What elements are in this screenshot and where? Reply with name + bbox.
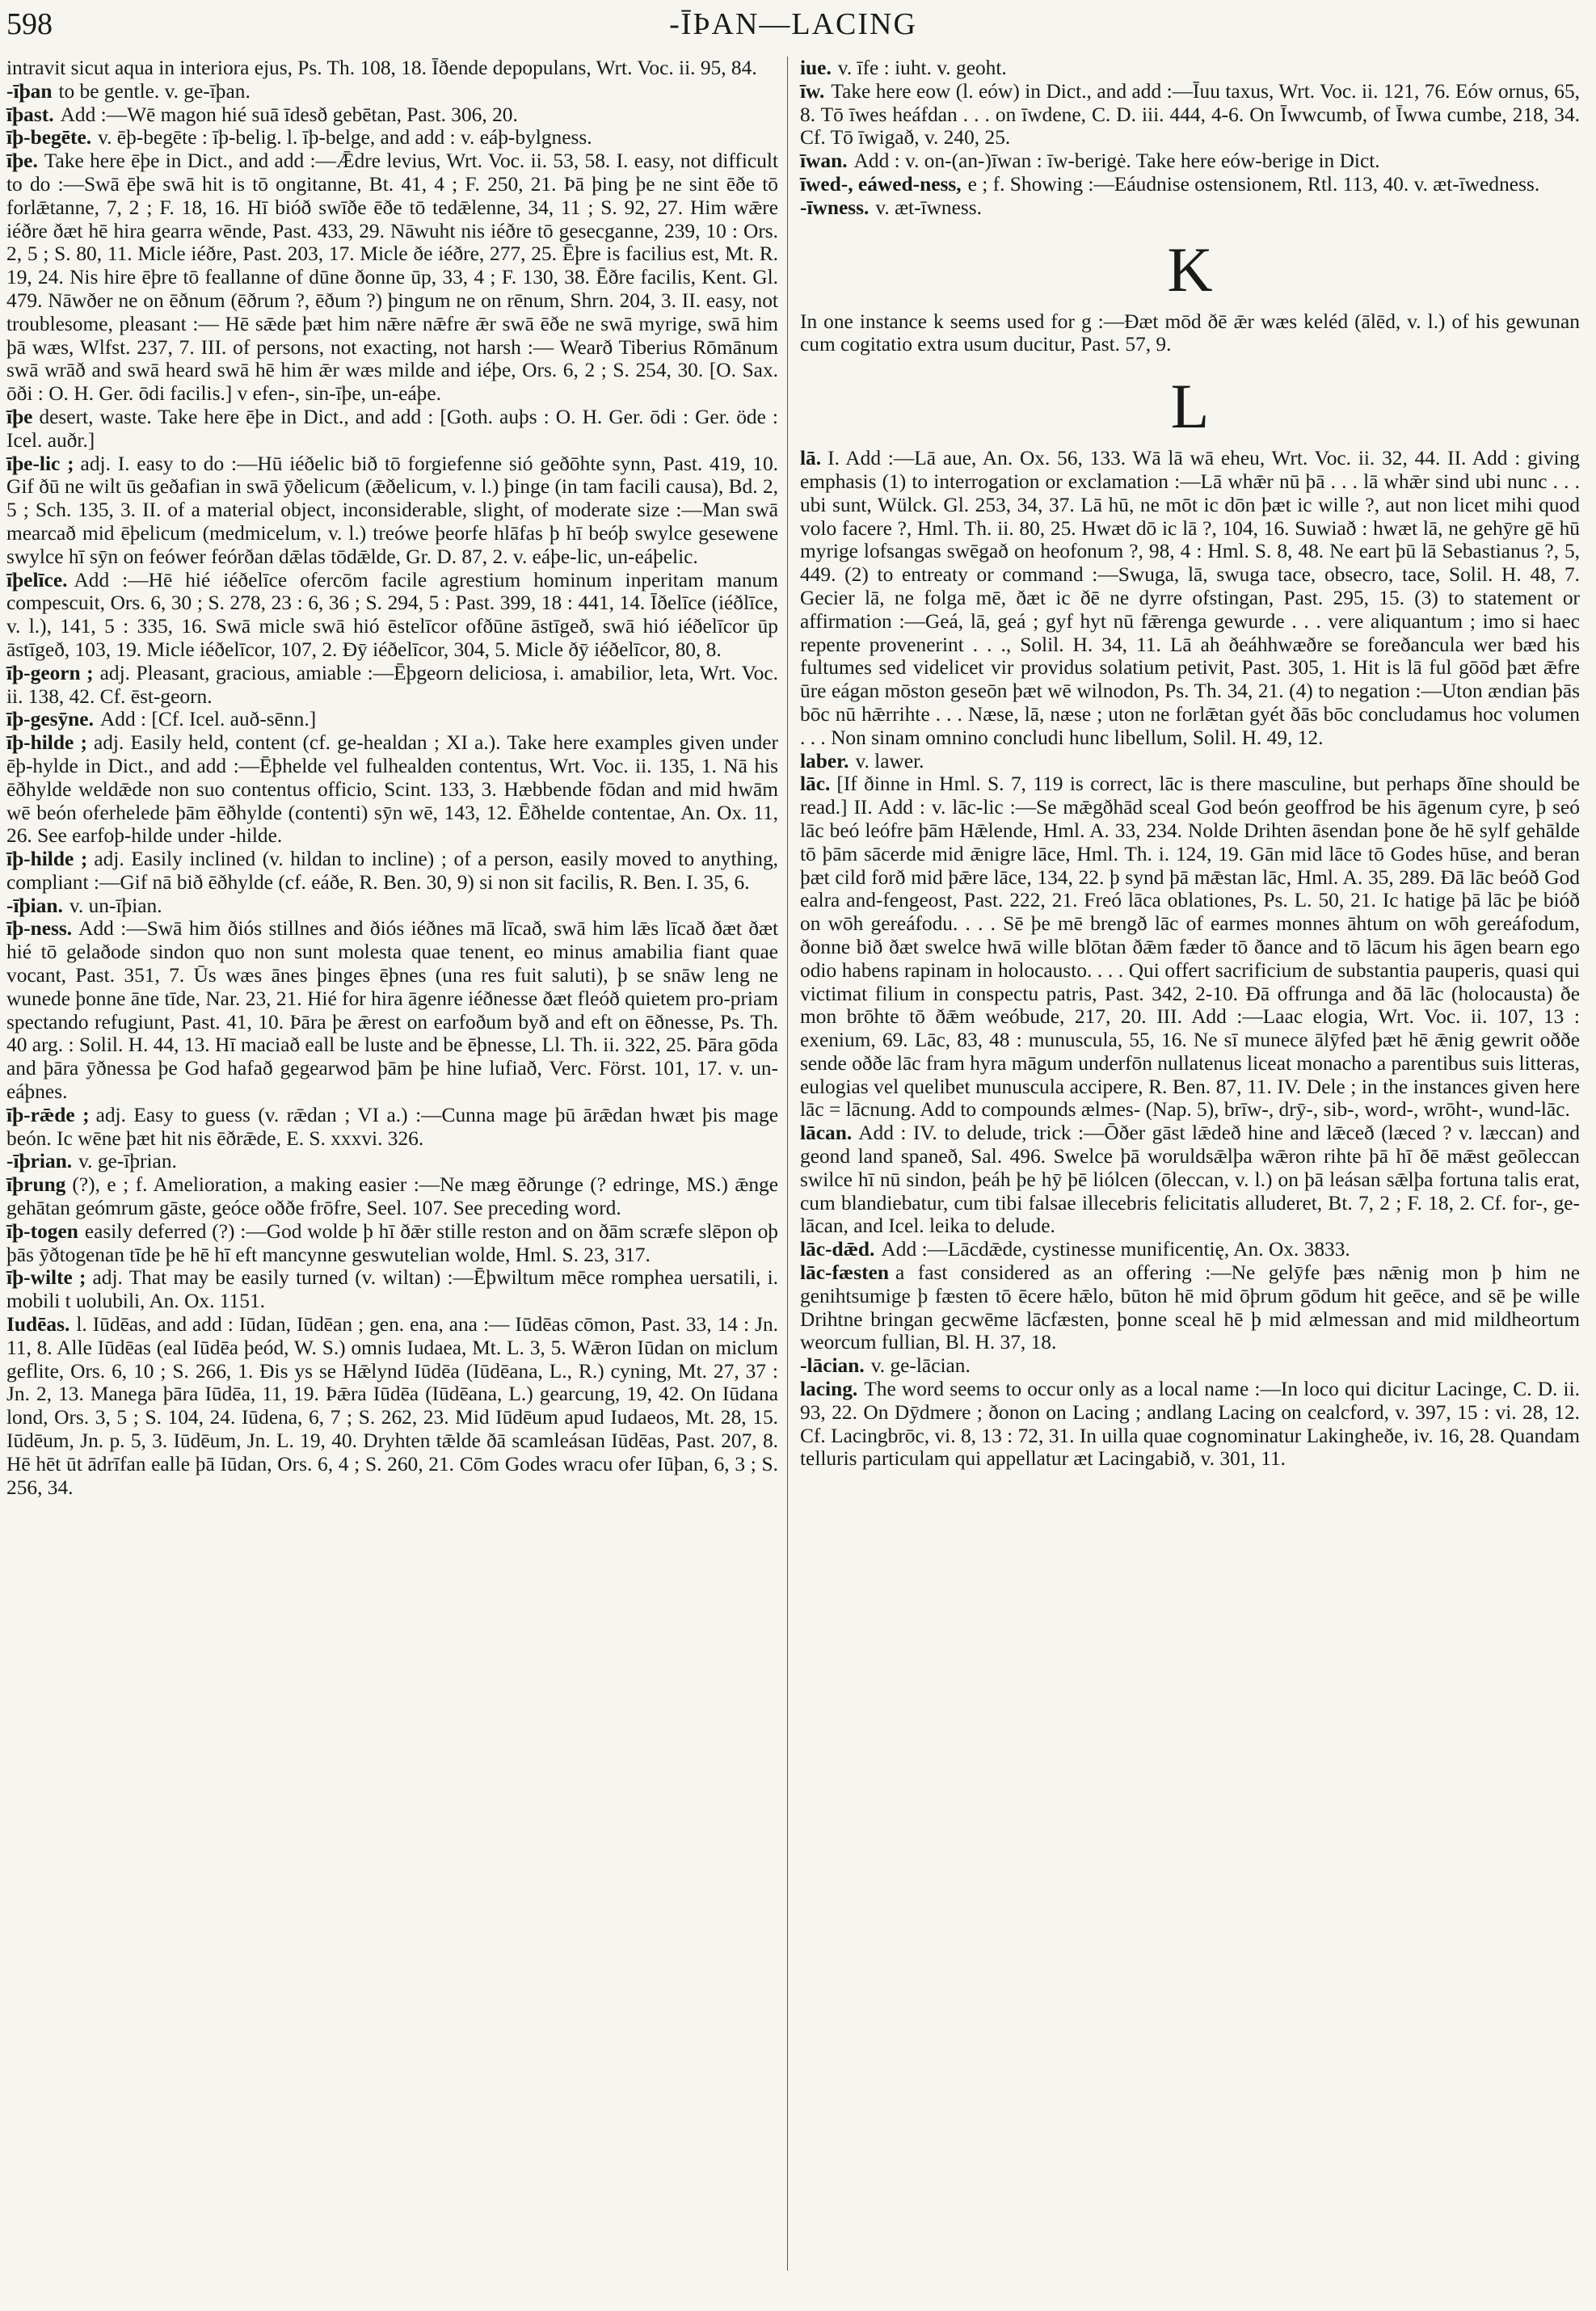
entry-headword: īwan. [800, 149, 848, 173]
entry-headword: -īwness. [800, 196, 870, 219]
dictionary-entry [800, 447, 1580, 749]
entry-headword: īþe [6, 405, 33, 428]
entry-headword: īþ-begēte. [6, 126, 92, 149]
entry-definition: In one instance k seems used for g :—Ðæt mōd ðē ǣr wæs keléd (ālēd, v. l.) of his gewunan cum cogitatio extra usum ducitur, Past. 57, 9. [800, 309, 1580, 356]
dictionary-entry [6, 1173, 778, 1220]
entry-headword: lāc-dǣd. [800, 1238, 875, 1261]
entry-definition: v. īfe : iuht. v. geoht. [837, 57, 1007, 79]
letter-section-heading: K [1167, 234, 1213, 305]
entry-definition: a fast considered as an offering :—Ne gelȳfe þæs nǣnig mon þ him ne genihtsumige þ fæsten tō ēcere hǣlo, būton hē mid ōþrum gōdum hit geēce, and sē þe wille Drihtne bringan gecwēme lācfæsten, þonne sceal hē þ mid ælmessan and mid mildheortum weorcum fullian, Bl. H. 37, 18. [800, 1261, 1580, 1354]
entry-headword: īþe. [6, 149, 38, 173]
entry-headword: īþ-georn ; [6, 661, 94, 684]
entry-definition: desert, waste. Take here ēþe in Dict., and add : [Goth. auþs : O. H. Ger. ōdi : Ger. öde : Icel. auðr.] [6, 405, 778, 452]
dictionary-entry [6, 80, 778, 103]
dictionary-entry [6, 1313, 778, 1499]
entry-headword: lā. [800, 447, 822, 470]
entry-definition: intravit sicut aqua in interiora ejus, Ps. Th. 108, 18. Īðende depopulans, Wrt. Voc. ii. 95, 84. [6, 57, 757, 79]
dictionary-entry [6, 1104, 778, 1151]
entry-definition: Add :—Swā him ðiós stillnes and ðiós iéðnes mā līcað, swā him lǣs līcað ðæt ðæt hié tō gelaðode sindon quo non sunt molesta quae tenent, eo minus amabilia fiant quae vocant, Past. 351, 7. Ūs wæs ānes þinges ēþnes (una res fuit saluti), þ se snāw leng ne wunede þonne āne tīde, Nar. 23, 21. Hié for hira āgenre iéðnesse ðæt fleóð quietem pro-priam spectando refugiunt, Past. 41, 10. Þāra þe ǣrest on earfoðum byð and eft on ēðnesse, Ps. Th. 40 arg. : Solil. H. 44, 13. Hī maciað eall be luste and be ēþnesse, Ll. Th. ii. 322, 25. Þāra gōda and þāra ȳðnessa þe God hafað gegearwod þām þe hine lufiað, Verc. Först. 101, 17. v. un-eáþnes. [6, 917, 778, 1104]
dictionary-entry [6, 57, 778, 80]
dictionary-entry [6, 126, 778, 149]
entry-headword: īþelīce. [6, 568, 68, 591]
entry-definition: adj. Easily inclined (v. hildan to incline) ; of a person, easily moved to anything, compliant :—Gif nā bið ēðhylde (cf. eáðe, R. Ben. 30, 9) si non sit facilis, R. Ben. I. 35, 6. [6, 848, 778, 894]
entry-headword: -īþian. [6, 894, 63, 917]
entry-headword: īwed-, eáwed-ness, [800, 172, 962, 196]
letter-section-heading: L [1170, 371, 1210, 442]
entry-headword: īw. [800, 79, 825, 103]
entry-headword: Iudēas. [6, 1313, 70, 1337]
dictionary-entry [800, 1238, 1580, 1261]
dictionary-entry [6, 1266, 778, 1313]
dictionary-entry [800, 80, 1580, 149]
dictionary-entry [6, 708, 778, 731]
entry-headword: īþ-hilde ; [6, 848, 88, 871]
dictionary-entry [800, 149, 1580, 173]
entry-definition: adj. Easily held, content (cf. ge-healdan ; XI a.). Take here examples given under ēþ-hylde in Dict., and add :—Ēþhelde vel fulhealden contentus, Wrt. Voc. ii. 135, 1. Nā his ēðhylde weldǣde non suo contentus officio, Scint. 133, 3. Hæbbende fōdan and mid hwām wē beón oferhelede þām ēðhylde (contenti) sȳn wē, 143, 12. Ēðhelde contentae, An. Ox. 11, 26. See earfoþ-hilde under -hilde. [6, 731, 778, 848]
entry-headword: īþ-hilde ; [6, 731, 87, 755]
entry-headword: -lācian. [800, 1354, 865, 1378]
entry-definition: I. Add :—Lā aue, An. Ox. 56, 133. Wā lā wā eheu, Wrt. Voc. ii. 32, 44. II. Add : giving emphasis (1) to interrogation or exclamation :—Lā whǣr nū þā . . . lā whǣr sind ubi nunc . . . ubi sunt, Wülck. Gl. 253, 34, 37. Lā hū, ne mōt ic dōn þæt ic wille ?, aut non licet mihi quod volo facere ?, Hml. Th. ii. 80, 25. Hwæt dō ic lā ?, 104, 16. Suwiað : hwæt lā, ne gehȳre gē hū myrige lofsangas swēgað on heofonum ?, 98, 4 : Hml. S. 8, 48. Ne eart þū lā Sebastianus ?, 5, 449. (2) to entreaty or command :—Swuga, lā, swuga tace, obsecro, tace, Solil. H. 48, 7. Gecier lā, ne folga mē, ðæt ic ðē ne dyrre ofstingan, Past. 295, 15. (3) to statement or affirmation :—Geá, lā, geá ; gyf hyt nū fǣrenga gewurde . . . vere aliquantum ; imo si haec repente provenerint . . ., Solil. H. 34, 11. Lā ah ðeáhhwæðre se foreðancula wer bæd his fultumes sed videlicet vir providus solatium petivit, Past. 305, 1. Hit is lā ful gōōd þæt ǣfre ūre eágan mōston geseōn þæt wē wilnodon, Ps. Th. 34, 21. (4) to negation :—Uton ændian þās bōc nū hǣrrihte . . . Næse, lā, næse ; uton ne forlǣtan gyét ðās bōc concludamus hoc volumen . . . Non sinam omnino concludi hunc libellum, Solil. H. 49, 12. [800, 447, 1580, 749]
entry-definition: to be gentle. v. ge-īþan. [58, 79, 251, 103]
entry-definition: Add : [Cf. Icel. auð-sēnn.] [99, 708, 317, 731]
dictionary-entry [800, 1261, 1580, 1354]
dictionary-entry [800, 310, 1580, 357]
dictionary-entry [800, 57, 1580, 80]
entry-definition: Take here ēþe in Dict., and add :—Ǣdre levius, Wrt. Voc. ii. 53, 58. I. easy, not difficult to do :—Swā ēþe swā hit is tō ongitanne, Bt. 41, 4 ; F. 250, 21. Þā þing þe ne sint ēðe tō forlǣtanne, 7, 2 ; F. 18, 16. Hī bióð swīðe ēðe tō tedǣlenne, 34, 11 ; S. 92, 27. Him wǣre iéðre ðæt hē hira gearra wēnde, Past. 433, 29. Nāwuht nis iéðre tō gesecganne, 239, 10 : Ors. 2, 5 ; S. 80, 11. Micle iéðre, Past. 203, 17. Micle ðe iéðre, 277, 25. Ēþre is facilius est, Mt. R. 19, 24. Nis hire ēþre tō feallanne of dūne ðonne ūp, 33, 4 ; F. 130, 38. Ēðre facilis, Kent. Gl. 479. Nāwðer ne on ēðnum (ēðrum ?, ēðum ?) þingum ne on rēnum, Shrn. 204, 3. II. easy, not troublesome, pleasant :— Hē sǣde þæt him nǣre nǣfre ǣr swā ēðe ne swā myrige, swā him þā wæs, Wlfst. 237, 7. III. of persons, not exacting, not harsh :— Wearð Tiberius Rōmānum swā wrāð and swā heard swā hē him ǣr wæs milde and iéþe, Ors. 6, 2 ; S. 254, 30. [O. Sax. ōði : O. H. Ger. ōdi facilis.] v efen-, sin-īþe, un-eáþe. [6, 149, 778, 406]
page-number: 598 [6, 7, 53, 41]
dictionary-entry [6, 406, 778, 453]
entry-definition: [If ðinne in Hml. S. 7, 119 is correct, lāc is there masculine, but perhaps ðīne should be read.] II. Add : v. lāc-lic :—Se mǣgðhād sceal God beón geoffrod be his āgenum cyre, þ seó lāc beó leófre þām Hǣlende, Hml. A. 33, 234. Nolde Drihten āsendan þone ðe hē sylf gehālde tō þām sācerde mid ǣnigre lāce, Hml. Th. i. 124, 19. Gān mid lāce tō Godes hūse, and beran þæt cild forð mid þǣre lāce, 134, 22. þ synd þā mǣstan lāc, Hml. A. 35, 289. Ðā lāc beóð God ealra and-fengeost, Past. 222, 21. Freó lāca oblationes, Ps. L. 50, 21. Ic hatige þā lāc þe bióð on wōh gereáfodu. . . . Sē þe mē brengð lāc of earmes monnes āhtum on wōh gereáfodum, ðonne bið ðæt swelce hwā wille blōtan ðǣm fæder tō ðance and tō lācum his āgen bearn ego odio habens rapinam in holocausto. . . . Qui offert sacrificium de substantia pauperis, quasi qui victimat filium in conspectu patris, Past. 342, 2-10. Ðā offrunga and ðā lāc (holocausta) ðe mon brōhte tō ðǣm weóbude, 217, 20. III. Add :—Laac elogia, Wrt. Voc. ii. 107, 13 : exenium, 69. Lāc, 83, 48 : munuscula, 55, 16. Ne sī munece ālȳfed þæt hē ǣnig gewrit oððe sende oððe lāc fram hyra māgum underfōn nullatenus liceat monacho a parentibus suis litteras, eulogias vel quelibet munuscula accipere, R. Ben. 87, 11. IV. Dele ; in the instances given here lāc = lācnung. Add to compounds ælmes- (Nap. 5), brīw-, drȳ-, sib-, word-, wrōht-, wund-lāc. [800, 772, 1580, 1122]
dictionary-entry [6, 731, 778, 848]
entry-headword: īþast. [6, 103, 54, 126]
entry-headword: lāc. [800, 772, 831, 796]
running-title: -ĪÞAN—LACING [669, 7, 917, 41]
entry-definition: The word seems to occur only as a local name :—In loco qui dicitur Lacinge, C. D. ii. 93, 22. On Dȳdmere ; ðonon on Lacing ; andlang Lacing on cealcford, v. 397, 15 : vi. 28, 12. Cf. Lacingbrōc, vi. 8, 13 : 72, 31. In uilla quae cognominatur Lakingheðe, iv. 16, 28. Quandam telluris particulam qui appellatur æt Lacingabið, v. 301, 11. [800, 1378, 1580, 1471]
entry-headword: īþ-ness. [6, 917, 73, 941]
dictionary-entry [800, 196, 1580, 220]
entry-definition: v. lawer. [855, 749, 924, 772]
right-column [800, 57, 1580, 1471]
entry-definition: v. ge-īþrian. [78, 1150, 177, 1173]
dictionary-entry [800, 750, 1580, 773]
left-column [6, 57, 778, 1499]
dictionary-entry [800, 1122, 1580, 1238]
entry-definition: Add : IV. to delude, trick :—Ōðer gāst lǣdeð hine and lǣceð (læced ? v. læccan) and geond land spaneð, Sal. 496. Swelce þā woruldsǣlþa wǣron rihte þā hī ðē mǣst geōleccan swilce hī nū sindon, þeáh þe hȳ þē liólcen (ōleccan, v. l.) on þā leásan sǣlþa fortuna talis erat, cum blandiebatur, cum tibi falsae illecebris felicitatis alluderet, Bt. 7, 2 ; F. 18, 2. Cf. for-, ge-lācan, and Icel. leika to delude. [800, 1122, 1580, 1238]
entry-definition: Add : v. on-(an-)īwan : īw-berigė. Take here eów-berige in Dict. [853, 149, 1380, 173]
dictionary-entry [6, 149, 778, 406]
entry-definition: adj. That may be easily turned (v. wiltan) :—Ēþwiltum mēce romphea uersatili, i. mobili t uolubili, An. Ox. 1151. [6, 1266, 778, 1313]
entry-definition: adj. I. easy to do :—Hū iéðelic bið tō forgiefenne sió geðōhte synn, Past. 419, 10. Gif ðū ne wilt ūs geðafian in swā ȳðelicum (ǣðelicum, v. l.) þinge (in tam facili causa), Bd. 2, 5 ; Sch. 135, 3. II. of a material object, inconsiderable, slight, of moderate size :—Man swā mearcað mid ēþelicum (medmicelum, v. l.) treówe þeorfe hlāfas þ hī beóþ swylce gesewene swylce hī sȳn on feówer feórðan dǣlas tōdǣlde, Gr. D. 87, 2. v. eáþe-lic, un-eáþelic. [6, 452, 778, 568]
column-divider [787, 57, 788, 2271]
entry-definition: adj. Pleasant, gracious, amiable :—Ēþgeorn deliciosa, i. amabilior, leta, Wrt. Voc. ii. 138, 42. Cf. ēst-georn. [6, 661, 778, 708]
entry-headword: īþe-lic ; [6, 452, 74, 475]
entry-headword: īþrung [6, 1173, 66, 1197]
entry-headword: lācan. [800, 1122, 853, 1145]
entry-definition: v. æt-īwness. [875, 196, 983, 219]
dictionary-entry [6, 917, 778, 1103]
entry-definition: Add :—Hē hié iéðelīce ofercōm facile agrestium hominum inperitam manum compescuit, Ors. 6, 30 ; S. 278, 23 : 6, 36 ; S. 294, 5 : Past. 399, 18 : 441, 14. Īðelīce (iéðlīce, v. l.), 141, 5 : 335, 16. Swā micle swā hió ēstelīcor ofðūne āstīgeð, swā hió iéðelīcor ūp āstīgeð, 103, 19. Micle iéðelīcor, 107, 2. Ðȳ iéðelīcor, 304, 5. Micle ðȳ iéðelīcor, 80, 8. [6, 568, 778, 661]
dictionary-entry [6, 569, 778, 662]
dictionary-entry [6, 103, 778, 127]
entry-headword: īþ-gesȳne. [6, 708, 94, 731]
entry-definition: Take here eow (l. eów) in Dict., and add :—Īuu taxus, Wrt. Voc. ii. 121, 76. Eów ornus, 65, 8. Tō īwes heáfdan . . . on īwdene, C. D. iii. 444, 4-6. On Īwwcumb, of Īwwa cumbe, 218, 34. Cf. Tō īwigað, v. 240, 25. [800, 79, 1580, 149]
entry-headword: laber. [800, 749, 849, 772]
entry-definition: adj. Easy to guess (v. rǣdan ; VI a.) :—Cunna mage þū ārǣdan hwæt þis mage beón. Ic wēne þæt hit nis ēðrǣde, E. S. xxxvi. 326. [6, 1103, 778, 1150]
entry-definition: e ; f. Showing :—Eáudnise ostensionem, Rtl. 113, 40. v. æt-īwedness. [967, 172, 1540, 196]
dictionary-entry [800, 173, 1580, 196]
entry-headword: -īþan [6, 79, 53, 103]
entry-definition: v. un-īþian. [69, 894, 162, 917]
entry-headword: īþ-togen [6, 1219, 78, 1243]
dictionary-entry [800, 1378, 1580, 1471]
entry-headword: -īþrian. [6, 1150, 73, 1173]
entry-definition: Add :—Wē magon hié suā īdesð gebētan, Past. 306, 20. [60, 103, 518, 126]
dictionary-entry [6, 453, 778, 569]
dictionary-entry [6, 848, 778, 895]
dictionary-entry [6, 1150, 778, 1173]
running-head [6, 6, 1580, 45]
dictionary-entry [6, 895, 778, 918]
entry-headword: īþ-wilte ; [6, 1266, 86, 1290]
entry-definition: l. Iūdēas, and add : Iūdan, Iūdēan ; gen. ena, ana :— Iūdēas cōmon, Past. 33, 14 : Jn. 11, 8. Alle Iūdēas (eal Iūdēa þeód, W. S.) omnis Iudaea, Mt. L. 3, 5. Wǣron Iūdan on miclum geflite, Ors. 6, 10 ; S. 266, 1. Ðis ys se Hǣlynd Iūdēa (Iūdēana, L., R.) cyning, Mt. 27, 37 : Jn. 2, 13. Manega þāra Iūdēa, 11, 19. Þǣra Iūdēa (Iūdēana, L.) gearcung, 19, 42. On Iūdana lond, Ors. 3, 5 ; S. 104, 24. Iūdena, 6, 7 ; S. 262, 23. Mid Iūdēum apud Iudaeos, Mt. 28, 15. Iūdēum, Jn. p. 5, 3. Iūdēum, Jn. L. 19, 40. Dryhten tǣlde ðā scamleásan Iūdēas, Past. 207, 8. Hē hēt ūt ādrīfan ealle þā Iūdan, Ors. 6, 4 ; S. 260, 21. Cōm Godes wracu ofer Iūþan, 6, 3 ; S. 256, 34. [6, 1313, 778, 1499]
entry-definition: Add :—Lācdǣde, cystinesse munificentię, An. Ox. 3833. [881, 1238, 1350, 1261]
entry-headword: lacing. [800, 1378, 858, 1401]
dictionary-entry [800, 772, 1580, 1122]
dictionary-entry [6, 662, 778, 709]
dictionary-entry [6, 1220, 778, 1267]
entry-headword: iue. [800, 57, 832, 79]
entry-definition: (?), e ; f. Amelioration, a making easier :—Ne mæg ēðrunge (? edringe, MS.) ǣnge gehātan geómrum gāste, geóce oððe frōfre, Seel. 107. See preceding word. [6, 1173, 778, 1220]
entry-definition: v. ge-lācian. [870, 1354, 971, 1378]
entry-headword: lāc-fæsten [800, 1261, 889, 1285]
entry-headword: īþ-rǣde ; [6, 1103, 90, 1126]
entry-definition: v. ēþ-begēte : īþ-belig. l. īþ-belge, and add : v. eáþ-bylgness. [98, 126, 592, 149]
dictionary-entry [800, 1354, 1580, 1378]
entry-definition: easily deferred (?) :—God wolde þ hī ðǣr stille reston and on ðām scræfe slēpon oþ þās ȳðtogenan tīde þe hē hī eft mancynne geswutelian wolde, Hml. S. 23, 317. [6, 1219, 778, 1266]
